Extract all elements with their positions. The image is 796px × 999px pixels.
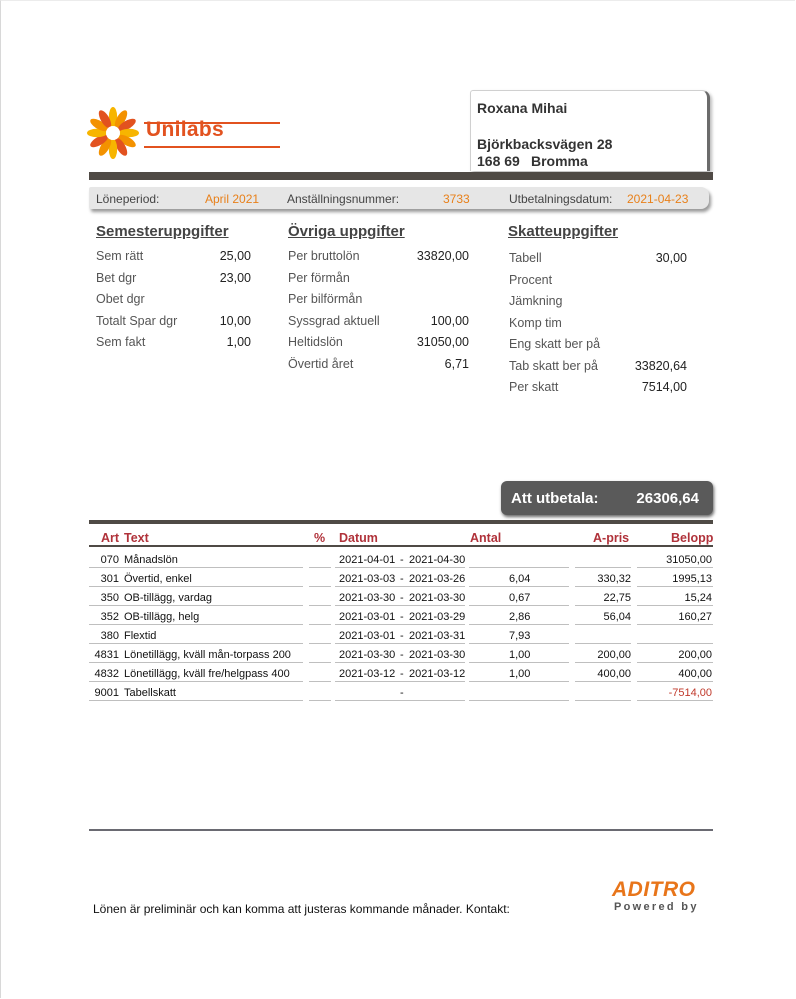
row-underline: [469, 605, 569, 606]
row-underline: [575, 567, 631, 568]
row-date-to: 2021-03-29: [409, 611, 466, 623]
row-underline: [89, 681, 303, 682]
table-top-rule: [89, 520, 713, 524]
row-underline: [637, 681, 713, 682]
semester-row-value: 1,00: [226, 335, 251, 349]
ovriga-row-value: 6,71: [444, 356, 469, 371]
table-row: [0, 626, 796, 645]
row-underline: [89, 605, 303, 606]
row-underline: [637, 624, 713, 625]
row-unit-price: 330,32: [597, 573, 631, 585]
employee-number-value: 3733: [443, 192, 470, 206]
row-date-from: 2021-03-30: [339, 592, 396, 604]
col-header-text: Text: [124, 531, 149, 545]
row-date-from: 2021-04-01: [339, 554, 396, 566]
row-art: 4832: [94, 668, 119, 680]
row-underline: [309, 605, 331, 606]
skatt-row-label: Tabell: [509, 251, 542, 265]
skatt-row-value: 33820,64: [634, 358, 687, 373]
row-date-dash: -: [400, 687, 404, 699]
skatt-row-label: Jämkning: [509, 294, 563, 308]
row-underline: [575, 643, 631, 644]
row-text: OB-tillägg, vardag: [124, 592, 213, 604]
row-underline: [309, 643, 331, 644]
row-underline: [89, 586, 303, 587]
pay-date-value: 2021-04-23: [627, 192, 689, 206]
row-art: 9001: [94, 687, 119, 699]
row-date-from: 2021-03-01: [339, 611, 396, 623]
employee-number-label: Anställningsnummer:: [287, 192, 400, 206]
col-header-amount: Belopp: [671, 531, 714, 545]
row-date-dash: -: [400, 630, 404, 642]
row-underline: [89, 643, 303, 644]
semester-row-label: Bet dgr: [96, 270, 137, 285]
row-text: OB-tillägg, helg: [124, 611, 200, 623]
table-row: [0, 550, 796, 569]
row-art: 380: [100, 630, 119, 642]
vacation-section-title: Semesteruppgifter: [96, 223, 229, 240]
ovriga-row-label: Heltidslön: [288, 335, 343, 349]
skatt-row-label: Per skatt: [509, 380, 559, 394]
row-underline: [89, 567, 303, 568]
row-quantity: 1,00: [509, 668, 531, 680]
row-date-to: 2021-03-30: [409, 649, 466, 661]
row-date-dash: -: [400, 668, 404, 680]
row-amount: 1995,13: [672, 573, 712, 585]
row-art: 350: [100, 592, 119, 604]
row-text: Lönetillägg, kväll fre/helgpass 400: [124, 668, 290, 680]
row-art: 301: [100, 573, 119, 585]
row-text: Tabellskatt: [124, 687, 176, 699]
row-amount: 15,24: [684, 592, 712, 604]
employee-zip: 168 69: [477, 153, 520, 169]
payout-value: 26306,64: [636, 490, 699, 507]
row-date-to: 2021-03-31: [409, 630, 466, 642]
row-underline: [309, 586, 331, 587]
row-underline: [637, 662, 713, 663]
table-row: [0, 569, 796, 588]
row-underline: [335, 700, 465, 701]
row-date-dash: -: [400, 649, 404, 661]
semester-row-label: Sem rätt: [96, 249, 144, 263]
skatt-row-value: 30,00: [655, 251, 687, 265]
tax-section-title: Skatteuppgifter: [508, 223, 619, 240]
ovriga-row-label: Per förmån: [288, 270, 350, 285]
row-underline: [335, 586, 465, 587]
row-underline: [469, 586, 569, 587]
row-date-dash: -: [400, 611, 404, 623]
ovriga-row-value: 100,00: [430, 313, 469, 328]
row-date-to: 2021-03-30: [409, 592, 466, 604]
row-underline: [637, 643, 713, 644]
row-date-dash: -: [400, 573, 404, 585]
table-row: [0, 645, 796, 664]
row-underline: [335, 605, 465, 606]
col-header-quantity: Antal: [470, 531, 502, 545]
row-underline: [309, 567, 331, 568]
row-underline: [309, 624, 331, 625]
row-unit-price: 200,00: [597, 649, 631, 661]
row-amount: 400,00: [678, 668, 712, 680]
row-underline: [335, 567, 465, 568]
row-art: 070: [100, 554, 119, 566]
col-header-art: Art: [101, 531, 120, 545]
table-header-rule: [89, 545, 713, 547]
employee-name: Roxana Mihai: [477, 100, 568, 116]
period-label: Löneperiod:: [96, 192, 160, 206]
skatt-row-label: Eng skatt ber på: [509, 337, 601, 351]
row-underline: [469, 624, 569, 625]
period-value: April 2021: [205, 192, 260, 206]
row-text: Flextid: [124, 630, 157, 642]
table-row: [0, 588, 796, 607]
row-date-to: 2021-04-30: [409, 554, 466, 566]
semester-row-label: Obet dgr: [96, 292, 145, 306]
row-underline: [469, 662, 569, 663]
skatt-row-value: 7514,00: [641, 380, 687, 394]
footer-note: Lönen är preliminär och kan komma att justeras kommande månader. Kontakt:: [93, 902, 510, 916]
address-box: [470, 90, 710, 171]
row-amount: 31050,00: [666, 554, 712, 566]
row-quantity: 2,86: [509, 611, 531, 623]
semester-row-value: 23,00: [219, 270, 251, 285]
row-date-to: 2021-03-26: [409, 573, 466, 585]
ovriga-row-value: 31050,00: [416, 335, 469, 349]
row-amount: 200,00: [678, 649, 712, 661]
row-unit-price: 56,04: [603, 611, 631, 623]
row-date-from: 2021-03-01: [339, 630, 396, 642]
row-underline: [637, 567, 713, 568]
row-quantity: 1,00: [509, 649, 531, 661]
row-underline: [469, 700, 569, 701]
col-header-percent: %: [314, 531, 326, 545]
semester-row-value: 10,00: [219, 313, 251, 328]
row-art: 352: [100, 611, 119, 623]
row-underline: [335, 662, 465, 663]
skatt-row-label: Tab skatt ber på: [509, 358, 598, 373]
info-bar: [89, 187, 709, 209]
row-underline: [575, 700, 631, 701]
row-underline: [575, 681, 631, 682]
skatt-row-label: Komp tim: [509, 315, 562, 330]
ovriga-row-label: Per bilförmån: [288, 292, 363, 306]
sun-logo-icon: [86, 106, 140, 160]
row-underline: [309, 681, 331, 682]
company-name: Unilabs: [146, 118, 224, 141]
row-date-from: 2021-03-30: [339, 649, 396, 661]
row-art: 4831: [94, 649, 119, 661]
row-underline: [89, 700, 303, 701]
row-date-from: 2021-03-03: [339, 573, 396, 585]
col-header-date: Datum: [339, 531, 378, 545]
row-underline: [89, 624, 303, 625]
table-row: [0, 664, 796, 683]
row-date-dash: -: [400, 554, 404, 566]
ovriga-row-label: Övertid året: [288, 356, 354, 371]
row-quantity: 0,67: [509, 592, 531, 604]
employee-street: Björkbacksvägen 28: [477, 136, 613, 152]
row-text: Månadslön: [124, 554, 178, 566]
row-amount: 160,27: [678, 611, 712, 623]
pay-date-label: Utbetalningsdatum:: [509, 192, 613, 206]
row-date-dash: -: [400, 592, 404, 604]
row-date-to: 2021-03-12: [409, 668, 466, 680]
col-header-unit-price: A-pris: [593, 531, 630, 545]
row-underline: [469, 643, 569, 644]
other-section-title: Övriga uppgifter: [288, 223, 405, 240]
row-underline: [637, 605, 713, 606]
payout-box: [501, 481, 713, 515]
row-underline: [469, 681, 569, 682]
semester-row-value: 25,00: [219, 249, 251, 263]
employee-city: Bromma: [531, 153, 588, 169]
skatt-row-label: Procent: [509, 272, 553, 287]
row-quantity: 6,04: [509, 573, 531, 585]
header-divider: [89, 172, 713, 180]
row-date-from: 2021-03-12: [339, 668, 396, 680]
row-underline: [575, 624, 631, 625]
ovriga-row-value: 33820,00: [416, 249, 469, 263]
aditro-brand: ADITRO: [612, 878, 696, 901]
row-underline: [469, 567, 569, 568]
row-underline: [89, 662, 303, 663]
row-underline: [575, 662, 631, 663]
row-text: Lönetillägg, kväll mån-torpass 200: [124, 649, 291, 661]
row-underline: [335, 624, 465, 625]
aditro-powered-by: Powered by: [614, 901, 699, 913]
semester-row-label: Sem fakt: [96, 335, 146, 349]
row-underline: [335, 681, 465, 682]
row-amount: -7514,00: [668, 687, 712, 699]
ovriga-row-label: Per bruttolön: [288, 249, 360, 263]
row-quantity: 7,93: [509, 630, 531, 642]
semester-row-label: Totalt Spar dgr: [96, 313, 178, 328]
ovriga-row-label: Syssgrad aktuell: [288, 313, 380, 328]
payout-label: Att utbetala:: [511, 490, 599, 507]
row-underline: [309, 662, 331, 663]
row-underline: [575, 605, 631, 606]
row-unit-price: 22,75: [603, 592, 631, 604]
row-text: Övertid, enkel: [124, 573, 192, 585]
footer-divider: [89, 829, 713, 831]
row-underline: [637, 700, 713, 701]
aditro-logo: [612, 878, 716, 918]
table-row: [0, 607, 796, 626]
row-unit-price: 400,00: [597, 668, 631, 680]
row-underline: [309, 700, 331, 701]
table-row: [0, 683, 796, 702]
row-underline: [637, 586, 713, 587]
logo-rule-bottom: [144, 146, 280, 148]
row-underline: [335, 643, 465, 644]
company-logo: [86, 108, 282, 158]
row-underline: [575, 586, 631, 587]
